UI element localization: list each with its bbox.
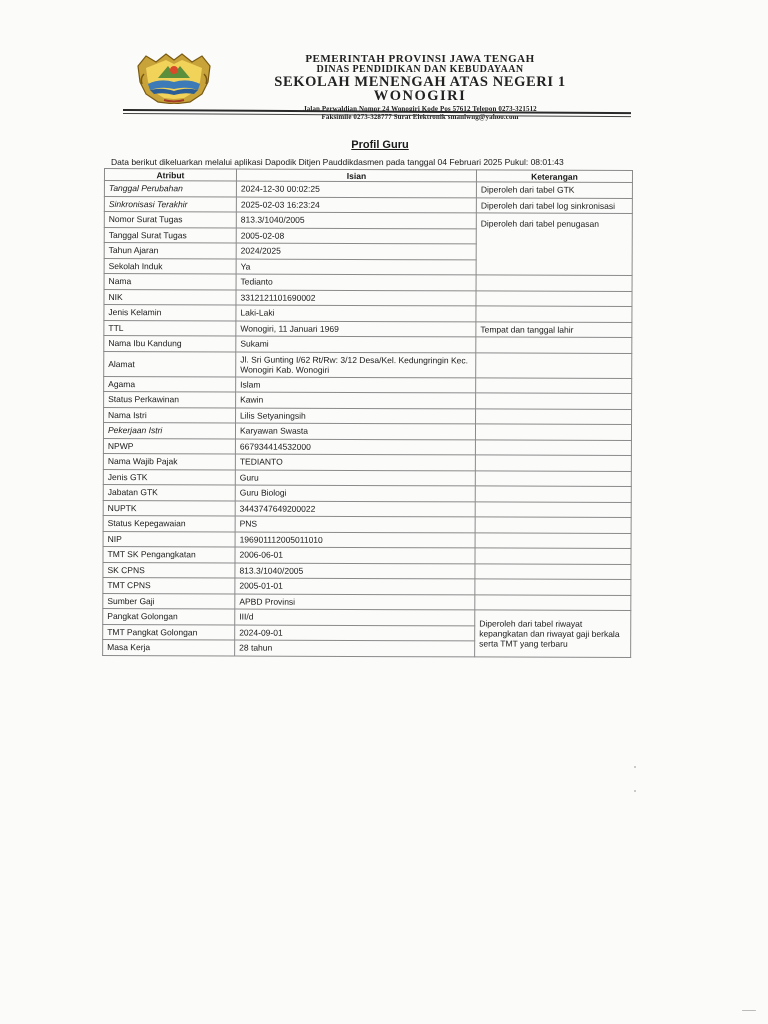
- cell-isian: Laki-Laki: [236, 305, 476, 321]
- cell-isian: Sukami: [236, 336, 476, 352]
- cell-atribut: Jenis GTK: [103, 469, 235, 485]
- cell-isian: 3443747649200022: [235, 501, 475, 517]
- cell-isian: 3312121101690002: [236, 290, 476, 306]
- cell-isian: 2024-12-30 00:02:25: [236, 181, 476, 197]
- cell-keterangan: [476, 408, 632, 424]
- cell-isian: Lilis Setyaningsih: [236, 408, 476, 424]
- cell-atribut: Nomor Surat Tugas: [104, 212, 236, 228]
- cell-keterangan: Diperoleh dari tabel GTK: [476, 182, 632, 198]
- header-isian: Isian: [236, 169, 476, 182]
- cell-isian: Guru: [235, 470, 475, 486]
- letterhead-city: WONOGIRI: [373, 88, 467, 104]
- provincial-crest-icon: [134, 52, 214, 104]
- cell-atribut: TMT SK Pengangkatan: [103, 546, 235, 562]
- cell-isian: Kawin: [236, 392, 476, 408]
- cell-keterangan: [475, 579, 631, 595]
- cell-isian: 667934414532000: [235, 439, 475, 455]
- cell-atribut: Jabatan GTK: [103, 484, 235, 500]
- cell-atribut: Status Kepegawaian: [103, 515, 235, 531]
- cell-keterangan: [475, 486, 631, 502]
- cell-atribut: SK CPNS: [103, 562, 235, 578]
- cell-isian: APBD Provinsi: [235, 594, 475, 610]
- cell-atribut: TMT CPNS: [103, 577, 235, 593]
- cell-keterangan: [476, 352, 632, 378]
- cell-keterangan: [475, 563, 631, 579]
- cell-atribut: Jenis Kelamin: [104, 305, 236, 321]
- cell-isian: TEDIANTO: [235, 454, 475, 470]
- cell-isian: 813.3/1040/2005: [235, 563, 475, 579]
- cell-isian: Jl. Sri Gunting I/62 Rt/Rw: 3/12 Desa/Kel. Kedungringin Kec. Wonogiri Kab. Wonogiri: [236, 352, 476, 378]
- cell-atribut: NIP: [103, 531, 235, 547]
- cell-isian: 2024/2025: [236, 243, 476, 259]
- cell-atribut: NPWP: [103, 438, 235, 454]
- cell-isian: Ya: [236, 259, 476, 275]
- profile-table-wrapper: [102, 168, 632, 658]
- scan-speck: [742, 1010, 756, 1011]
- cell-atribut: TMT Pangkat Golongan: [103, 624, 235, 640]
- cell-isian: Islam: [236, 377, 476, 393]
- cell-keterangan: [475, 424, 631, 440]
- letterhead: [120, 46, 630, 121]
- cell-isian: 2006-06-01: [235, 547, 475, 563]
- cell-atribut: Tanggal Perubahan: [104, 181, 236, 197]
- cell-atribut: Sekolah Induk: [104, 258, 236, 274]
- cell-atribut: Tanggal Surat Tugas: [104, 227, 236, 243]
- letterhead-contact: Faksimile 0273-328777 Surat Elektronik smanlwng@yahoo.com: [321, 113, 519, 121]
- note-riwayat: Diperoleh dari tabel riwayat kepangkatan dan riwayat gaji berkala serta TMT yang terbaru: [479, 618, 620, 649]
- cell-keterangan: [475, 548, 631, 564]
- cell-atribut: Nama Istri: [104, 407, 236, 423]
- cell-keterangan: [475, 470, 631, 486]
- intro-text: Data berikut dikeluarkan melalui aplikasi Dapodik Ditjen Pauddikdasmen pada tanggal 04 Februari 2025 Pukul: 08:01:43: [111, 157, 564, 167]
- profile-table: [102, 168, 633, 658]
- cell-atribut: Tahun Ajaran: [104, 243, 236, 259]
- cell-keterangan: [476, 275, 632, 291]
- cell-atribut: Agama: [104, 376, 236, 392]
- letterhead-school: SEKOLAH MENENGAH ATAS NEGERI 1: [274, 74, 566, 90]
- cell-keterangan: Diperoleh dari tabel log sinkronisasi: [476, 197, 632, 213]
- cell-atribut: Pangkat Golongan: [103, 608, 235, 624]
- cell-isian: Tedianto: [236, 274, 476, 290]
- letterhead-agency: DINAS PENDIDIKAN DAN KEBUDAYAAN: [316, 64, 524, 75]
- cell-atribut: Sinkronisasi Terakhir: [104, 196, 236, 212]
- cell-isian: Guru Biologi: [235, 485, 475, 501]
- letterhead-province: PEMERINTAH PROVINSI JAWA TENGAH: [305, 53, 535, 65]
- cell-isian: 196901112005011010: [235, 532, 475, 548]
- document-title: Profil Guru: [351, 139, 409, 151]
- cell-isian: 2024-09-01: [235, 625, 475, 641]
- cell-isian: 2005-02-08: [236, 228, 476, 244]
- cell-keterangan: [476, 337, 632, 353]
- cell-keterangan: [475, 455, 631, 471]
- cell-keterangan-penugasan: [476, 213, 632, 276]
- cell-atribut: TTL: [104, 320, 236, 336]
- cell-keterangan: [476, 306, 632, 322]
- cell-keterangan-riwayat: [475, 610, 631, 657]
- cell-isian: Wonogiri, 11 Januari 1969: [236, 321, 476, 337]
- cell-atribut: Status Perkawinan: [104, 392, 236, 408]
- note-penugasan: Diperoleh dari tabel penugasan: [480, 218, 599, 229]
- cell-atribut: Alamat: [104, 351, 236, 377]
- scan-speck: [634, 790, 636, 792]
- cell-isian: Karyawan Swasta: [235, 423, 475, 439]
- cell-isian: 2025-02-03 16:23:24: [236, 197, 476, 213]
- cell-keterangan: [475, 532, 631, 548]
- cell-keterangan: [475, 517, 631, 533]
- cell-atribut: Sumber Gaji: [103, 593, 235, 609]
- cell-atribut: Nama Ibu Kandung: [104, 336, 236, 352]
- cell-keterangan: [475, 501, 631, 517]
- cell-isian: PNS: [235, 516, 475, 532]
- cell-keterangan: [476, 393, 632, 409]
- cell-isian: III/d: [235, 609, 475, 625]
- cell-keterangan: Tempat dan tanggal lahir: [476, 321, 632, 337]
- letterhead-address: Jalan Perwaldian Nomor 24 Wonogiri Kode Pos 57612 Telepon 0273-321512: [303, 105, 537, 113]
- cell-atribut: Masa Kerja: [103, 639, 235, 655]
- cell-isian: 813.3/1040/2005: [236, 212, 476, 228]
- cell-keterangan: [476, 377, 632, 393]
- cell-atribut: Nama Wajib Pajak: [103, 453, 235, 469]
- cell-atribut: Nama: [104, 274, 236, 290]
- cell-isian: 2005-01-01: [235, 578, 475, 594]
- cell-isian: 28 tahun: [235, 640, 475, 656]
- cell-atribut: NIK: [104, 289, 236, 305]
- cell-keterangan: [476, 290, 632, 306]
- table-row: [104, 351, 632, 378]
- cell-atribut: Pekerjaan Istri: [103, 423, 235, 439]
- cell-keterangan: [475, 439, 631, 455]
- header-keterangan: Keterangan: [476, 170, 632, 183]
- cell-atribut: NUPTK: [103, 500, 235, 516]
- cell-keterangan: [475, 594, 631, 610]
- header-atribut: Atribut: [104, 169, 236, 182]
- scan-speck: [634, 766, 636, 768]
